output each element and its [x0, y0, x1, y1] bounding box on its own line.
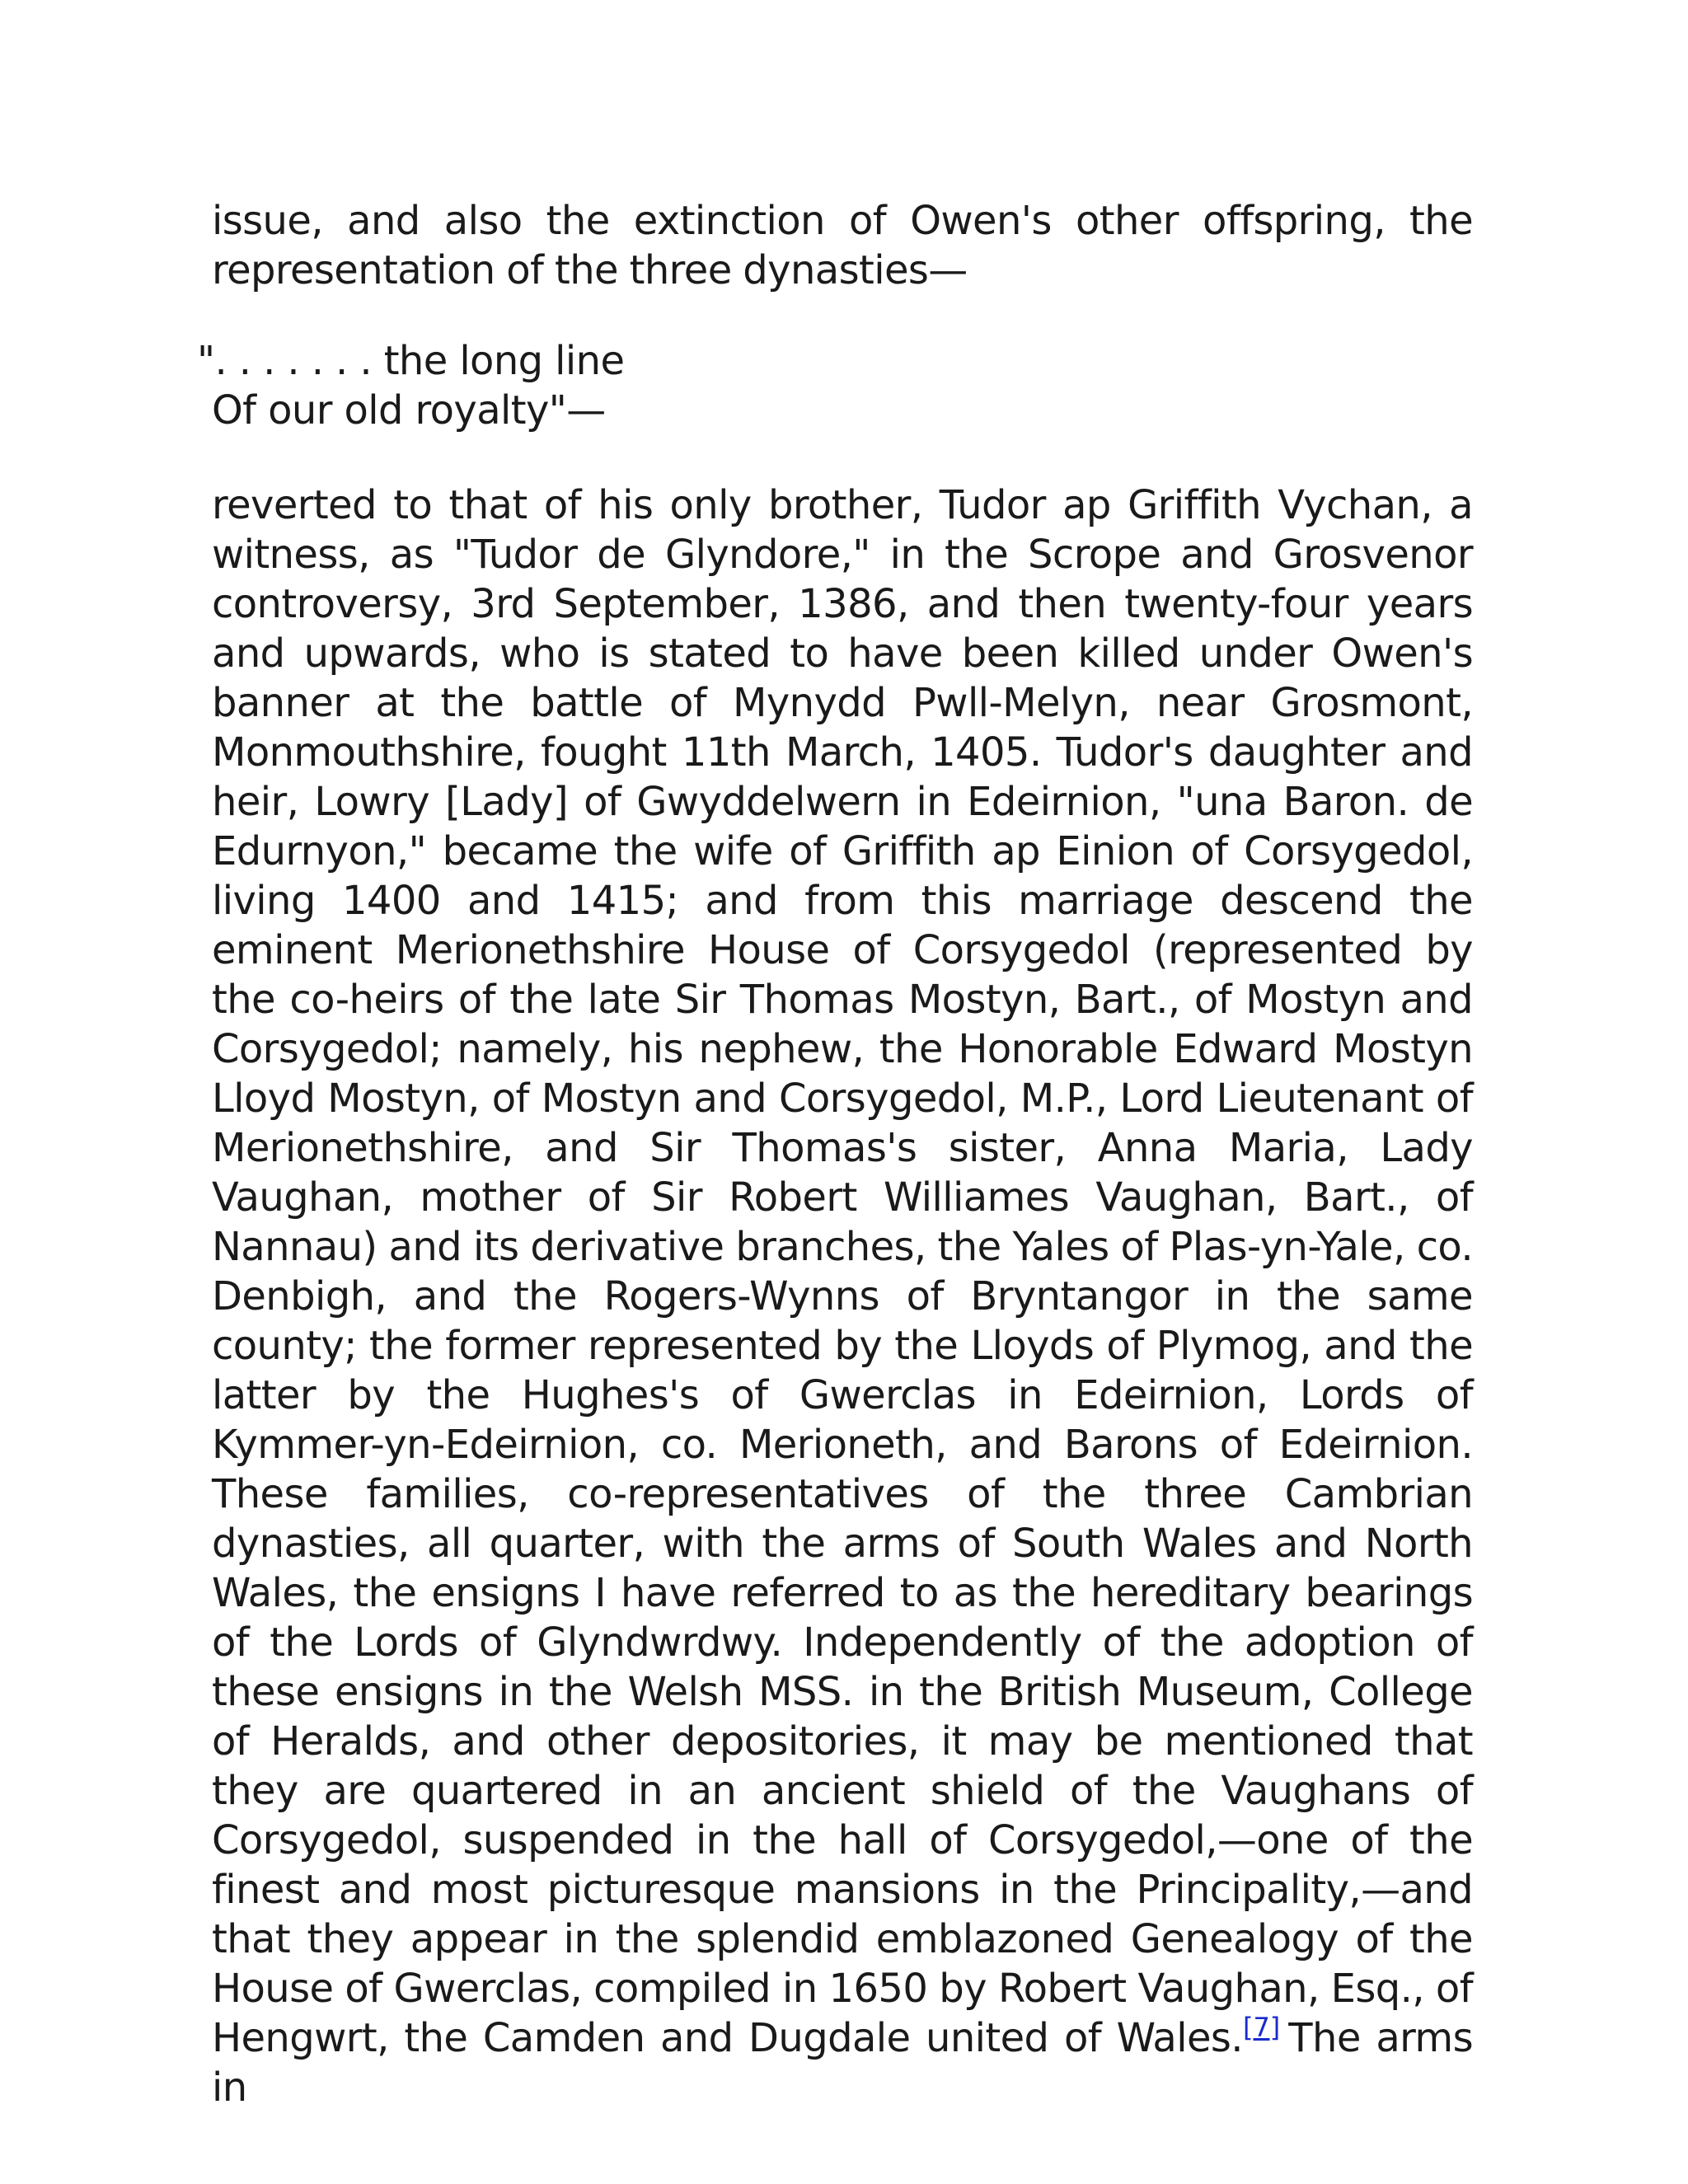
verse-quotation: [197, 336, 1473, 435]
verse-line-1: ". . . . . . . the long line: [197, 338, 625, 384]
verse-line-2: Of our old royalty"—: [212, 387, 606, 434]
body-tail-text: The arms in: [212, 2015, 1473, 2111]
body-paragraph: [212, 480, 1473, 2112]
intro-paragraph: issue, and also the extinction of Owen's other offspring, the representation of the three dynasties—: [212, 198, 1473, 293]
footnote-link[interactable]: [7]: [1242, 2012, 1281, 2043]
body-text: reverted to that of his only brother, Tudor ap Griffith Vychan, a witness, as "Tudor de Glyndore," in the Scrope and Grosvenor controversy, 3rd September, 1386, and then twenty-four years and upwards, who is stated to have been killed under Owen's banner at the battle of Mynydd Pwll-Melyn, near Grosmont, Monmouthshire, fought 11th March, 1405. Tudor's daughter and heir, Lowry [Lady] of Gwyddelwern in Edeirnion, "una Baron. de Edurnyon," became the wife of Griffith ap Einion of Corsygedol, living 1400 and 1415; and from this marriage descend the eminent Merionethshire House of Corsygedol (represented by the co-heirs of the late Sir Thomas Mostyn, Bart., of Mostyn and Corsygedol; namely, his nephew, the Honorable Edward Mostyn Lloyd Mostyn, of Mostyn and Corsygedol, M.P., Lord Lieutenant of Merionethshire, and Sir Thomas's sister, Anna Maria, Lady Vaughan, mother of Sir Robert Williames Vaughan, Bart., of Nannau) and its derivative branches, the Yales of Plas-yn-Yale, co. Denbigh, and the Rogers-Wynns of Bryntangor in the same county; the former represented by the Lloyds of Plymog, and the latter by the Hughes's of Gwerclas in Edeirnion, Lords of Kymmer-yn-Edeirnion, co. Merioneth, and Barons of Edeirnion. These families, co-representatives of the three Cambrian dynasties, all quarter, with the arms of South Wales and North Wales, the ensigns I have referred to as the hereditary bearings of the Lords of Glyndwrdwy. Independently of the adoption of these ensigns in the Welsh MSS. in the British Museum, College of Heralds, and other depositories, it may be mentioned that they are quartered in an ancient shield of the Vaughans of Corsygedol, suspended in the hall of Corsygedol,—one of the finest and most picturesque mansions in the Principality,—and that they appear in the splendid emblazoned Genealogy of the House of Gwerclas, compiled in 1650 by Robert Vaughan, Esq., of Hengwrt, the Camden and Dugdale united of Wales.: [212, 482, 1473, 2061]
page-content: [197, 196, 1473, 2112]
